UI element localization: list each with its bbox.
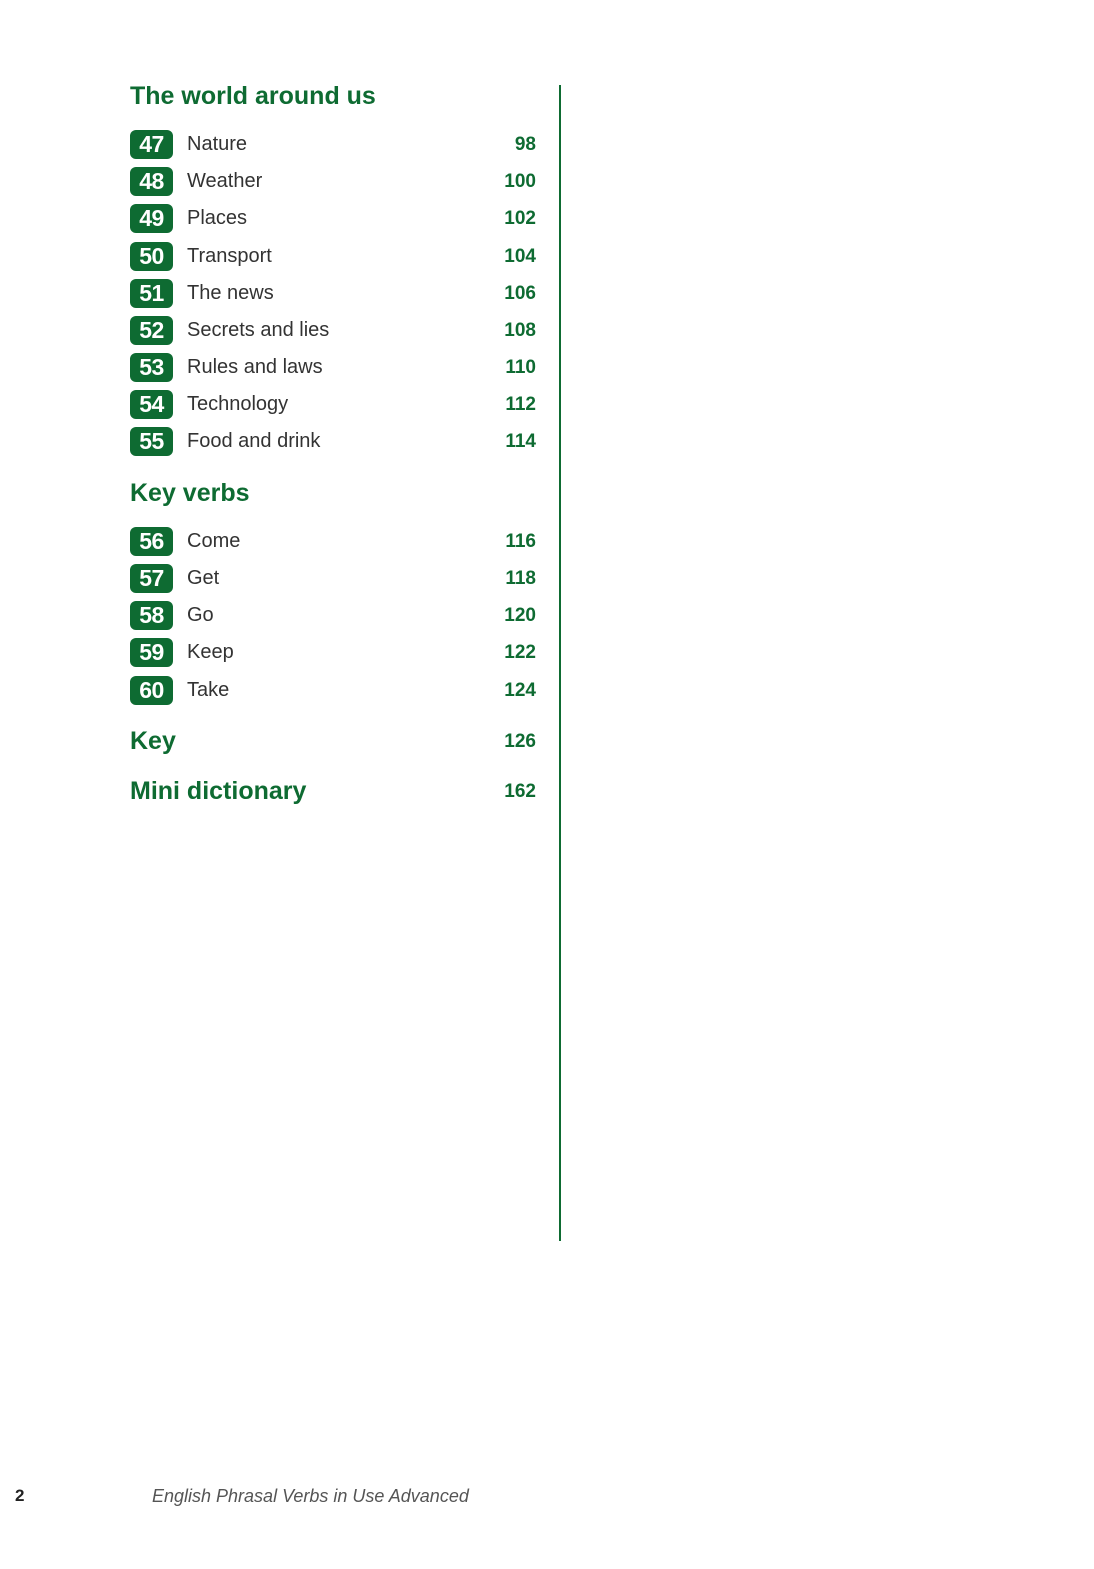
unit-number-badge: 48	[130, 167, 173, 196]
toc-entry[interactable]	[130, 242, 536, 272]
unit-number-badge: 56	[130, 527, 173, 556]
page-number: 120	[504, 605, 536, 626]
unit-title: Transport	[187, 245, 272, 267]
toc-entry[interactable]	[130, 353, 536, 383]
toc-entry[interactable]	[130, 527, 536, 557]
section-title-key[interactable]: Key	[130, 727, 176, 755]
page-number: 116	[505, 531, 536, 552]
page-number: 104	[504, 246, 536, 267]
unit-number-badge: 60	[130, 676, 173, 705]
unit-number-badge: 55	[130, 427, 173, 456]
page-number: 106	[504, 283, 536, 304]
section-title-key-verbs: Key verbs	[130, 479, 250, 507]
footer-page-number: 2	[15, 1486, 25, 1505]
section-title-world-around-us: The world around us	[130, 82, 376, 110]
page-number: 108	[504, 320, 536, 341]
page-number: 102	[504, 208, 536, 229]
toc-entry[interactable]	[130, 564, 536, 594]
toc-entry[interactable]	[130, 601, 536, 631]
unit-title: The news	[187, 282, 274, 304]
unit-number-badge: 57	[130, 564, 173, 593]
toc-entry[interactable]	[130, 427, 536, 457]
toc-entry[interactable]	[130, 204, 536, 234]
unit-title: Rules and laws	[187, 356, 323, 378]
unit-number-badge: 51	[130, 279, 173, 308]
unit-title: Weather	[187, 170, 263, 192]
toc-entry[interactable]	[130, 167, 536, 197]
unit-title: Nature	[187, 133, 248, 155]
page-number: 112	[505, 394, 536, 415]
unit-title: Take	[187, 679, 230, 701]
toc-entry[interactable]	[130, 638, 536, 668]
unit-number-badge: 52	[130, 316, 173, 345]
page-number: 110	[505, 357, 536, 378]
toc-entry[interactable]	[130, 676, 536, 706]
page-number: 122	[504, 642, 536, 663]
key-page-number: 126	[504, 731, 536, 752]
unit-title: Go	[187, 604, 214, 626]
toc-entry[interactable]	[130, 130, 536, 160]
unit-title: Get	[187, 567, 220, 589]
unit-title: Keep	[187, 641, 234, 663]
unit-number-badge: 53	[130, 353, 173, 382]
footer-book-title: English Phrasal Verbs in Use Advanced	[152, 1486, 469, 1506]
page-number: 118	[505, 568, 536, 589]
vertical-divider	[559, 85, 561, 1241]
section-title-mini-dictionary[interactable]: Mini dictionary	[130, 777, 307, 805]
toc-entry[interactable]	[130, 390, 536, 420]
toc-entry[interactable]	[130, 316, 536, 346]
page-number: 100	[504, 171, 536, 192]
unit-number-badge: 49	[130, 204, 173, 233]
unit-title: Places	[187, 207, 248, 229]
page-number: 114	[505, 431, 536, 452]
unit-title: Food and drink	[187, 430, 321, 452]
mini-dictionary-page-number: 162	[504, 781, 536, 802]
page-number: 98	[514, 134, 536, 155]
unit-title: Secrets and lies	[187, 319, 330, 341]
unit-number-badge: 59	[130, 638, 173, 667]
unit-number-badge: 54	[130, 390, 173, 419]
unit-number-badge: 58	[130, 601, 173, 630]
page-number: 124	[504, 680, 536, 701]
unit-number-badge: 47	[130, 130, 173, 159]
unit-title: Come	[187, 530, 241, 552]
unit-number-badge: 50	[130, 242, 173, 271]
toc-entry[interactable]	[130, 279, 536, 309]
unit-title: Technology	[187, 393, 289, 415]
